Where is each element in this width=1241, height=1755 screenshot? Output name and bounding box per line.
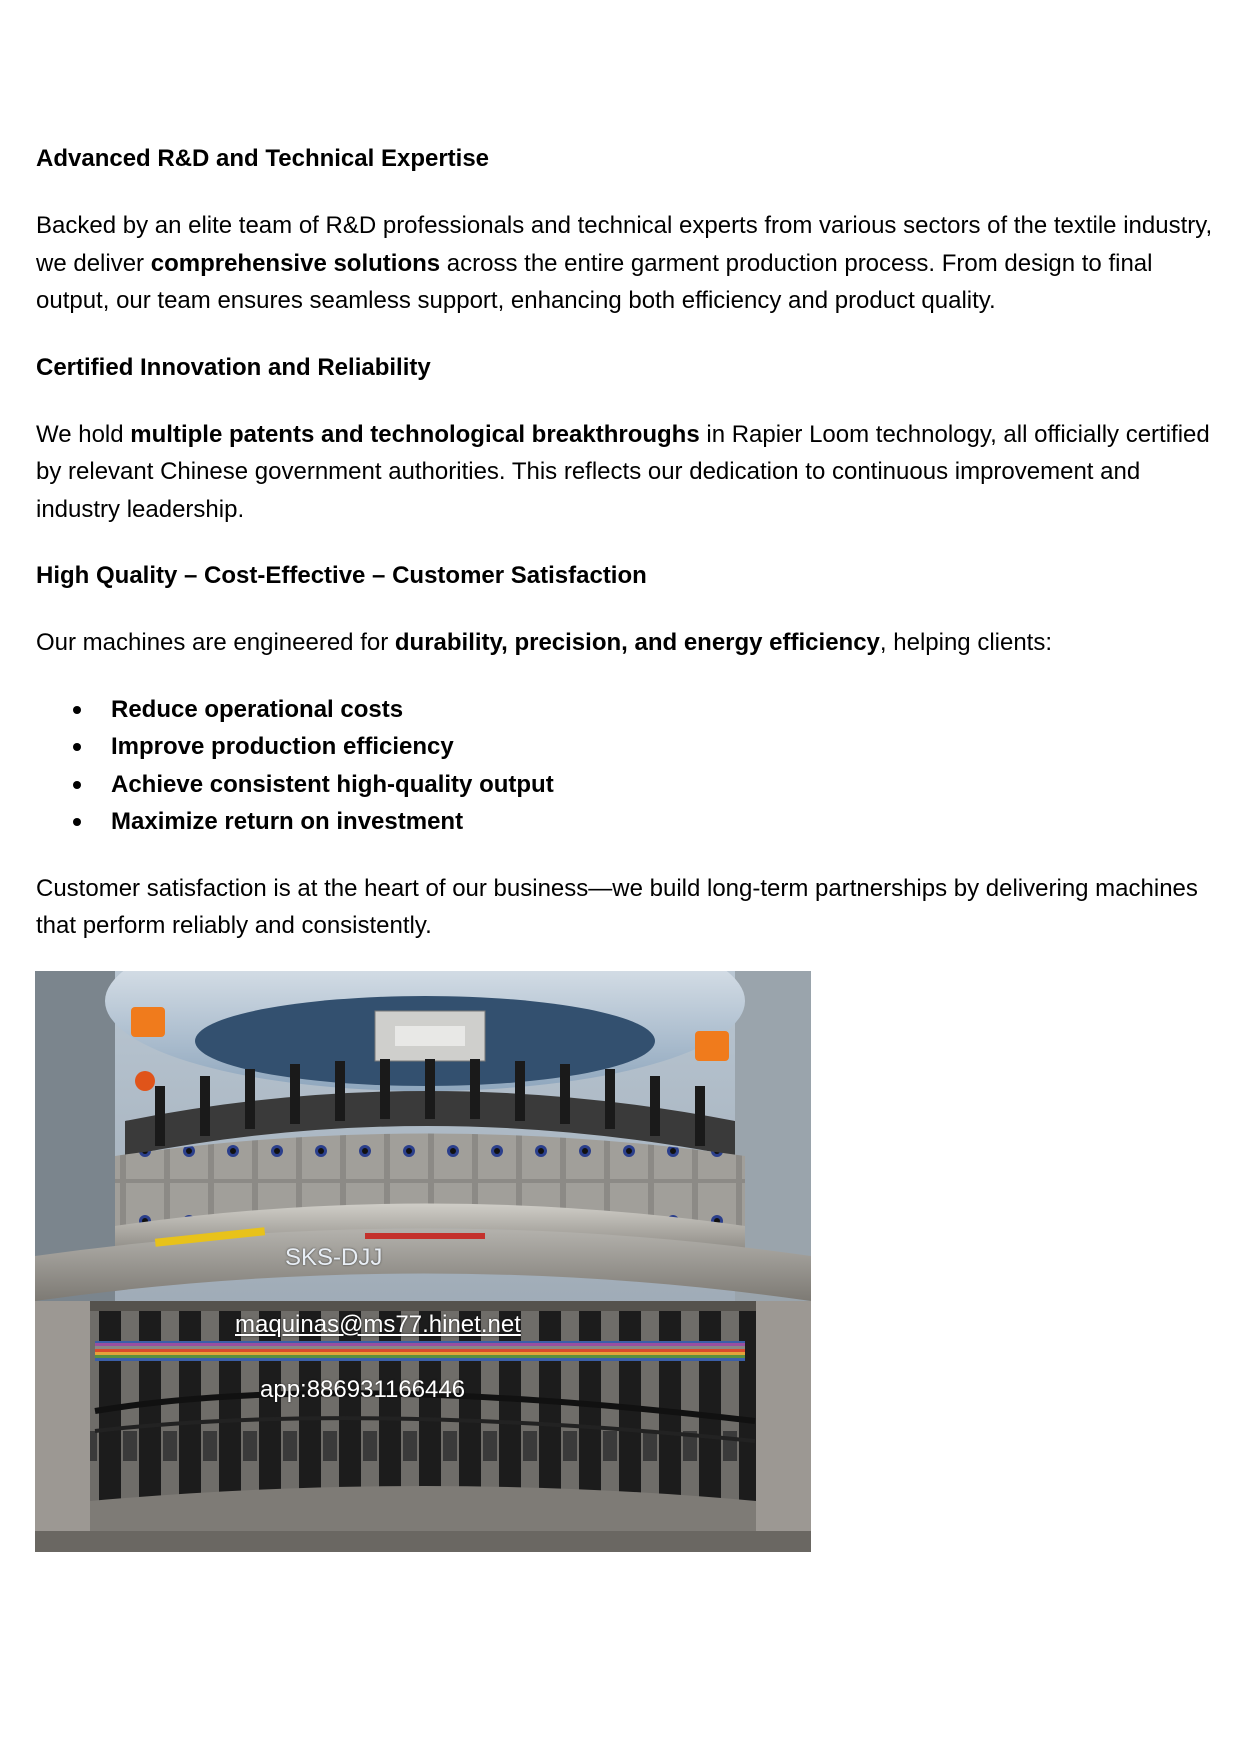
list-item [36,803,1216,841]
contact-email-link[interactable]: maquinas@ms77.hinet.net [235,1311,521,1338]
knitting-machine-photo [35,971,811,1552]
paragraph-text: Our machines are engineered for [36,629,395,656]
section-paragraph-quality [36,624,1216,662]
contact-app-number: app:886931166446 [260,1376,466,1403]
brand-watermark: SKS-DJJ [285,1244,383,1271]
list-item [36,766,1216,804]
paragraph-emphasis: comprehensive solutions [150,249,441,277]
paragraph-text: in Rapier Loom technology, all officially certified by relevant Chinese government authorities. This reflects our dedication to continuous improvement and industry leadership. [36,420,1210,523]
section-heading-quality: High Quality – Cost-Effective – Customer Satisfaction [36,562,647,589]
paragraph-text: We hold [36,420,131,448]
paragraph-text: , helping clients: [879,629,1053,656]
list-item [36,728,1216,766]
list-item [36,691,1216,729]
list-item-label: Achieve consistent high-quality output [111,770,554,798]
document-body [36,140,1216,974]
section-heading-rd: Advanced R&D and Technical Expertise [36,145,490,172]
bullet-icon [73,743,81,751]
bullet-icon [73,706,81,714]
section-paragraph-rd [36,207,1216,320]
paragraph-text: across the entire garment production process. From design to final output, our team ensures seamless support, enhancing both efficiency and product quality. [36,249,1153,314]
bullet-icon [73,781,81,789]
closing-paragraph: Customer satisfaction is at the heart of our business—we build long-term partnerships by delivering machines that perform reliably and consistently. [36,874,1198,939]
benefits-list [36,691,1216,841]
paragraph-text: Backed by an elite team of R&D professionals and technical experts from various sectors of the textile industry, we deliver [36,212,1213,277]
machine-illustration [35,971,811,1552]
list-item-label: Reduce operational costs [111,695,404,723]
section-paragraph-innovation [36,416,1216,529]
paragraph-emphasis: multiple patents and technological breakthroughs [130,420,700,448]
paragraph-emphasis: durability, precision, and energy efficiency [394,629,880,656]
list-item-label: Improve production efficiency [111,733,454,760]
list-item-label: Maximize return on investment [111,808,464,835]
section-heading-innovation: Certified Innovation and Reliability [36,353,431,381]
bullet-icon [73,818,81,826]
